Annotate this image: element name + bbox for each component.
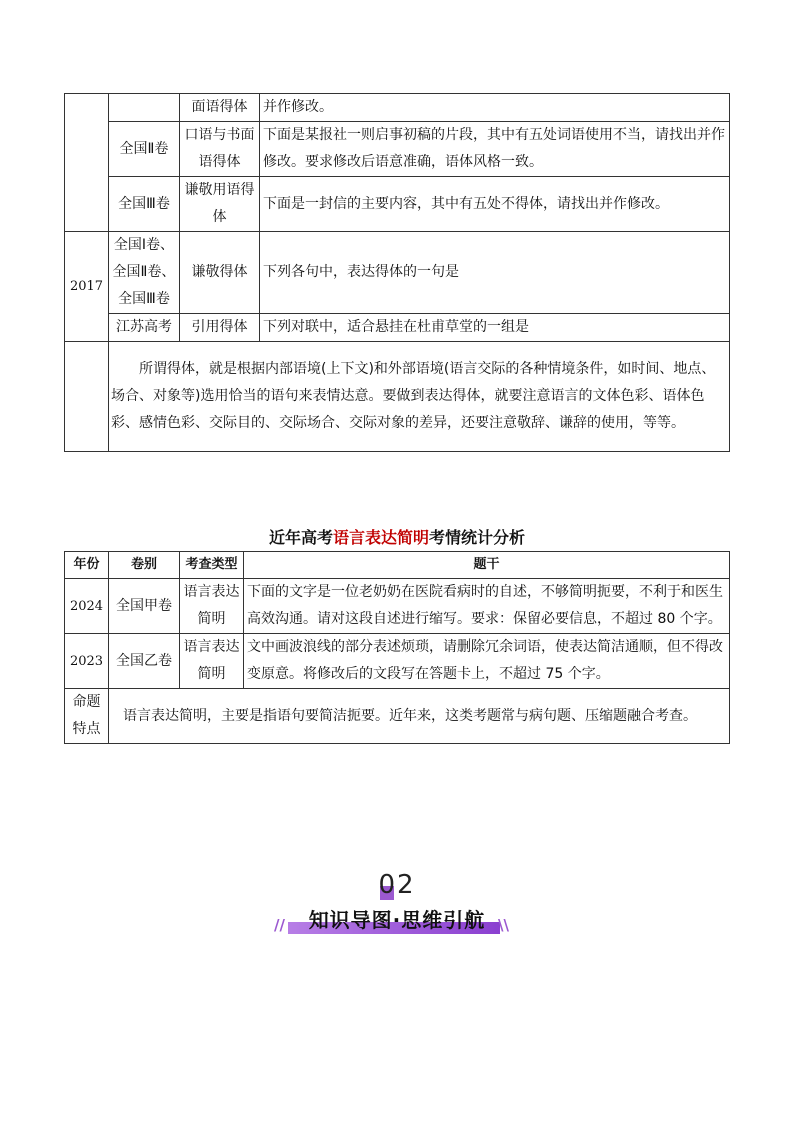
type-cell: 面语得体 bbox=[180, 94, 260, 122]
note-cell: 所谓得体，就是根据内部语境(上下文)和外部语境(语言交际的各种情境条件，如时间、地点、场合、对象等)选用恰当的语句来表情达意。要做到表达得体，就要注意语言的文体色彩、语体色彩、感情色彩、交际目的、交际场合、交际对象的差异，还要注意敬辞、谦辞的使用，等等。 bbox=[109, 342, 730, 452]
table-row bbox=[65, 232, 730, 314]
section-heading bbox=[0, 870, 794, 938]
table-row bbox=[65, 342, 730, 452]
column-header-year: 年份 bbox=[65, 552, 109, 579]
paper-cell: 全国Ⅰ卷、全国Ⅱ卷、全国Ⅲ卷 bbox=[109, 232, 180, 314]
stem-cell: 并作修改。 bbox=[260, 94, 730, 122]
paper-cell: 全国乙卷 bbox=[109, 634, 180, 689]
stem-cell: 下面的文字是一位老奶奶在医院看病时的自述，不够简明扼要，不利于和医生高效沟通。请对这段自述进行缩写。要求：保留必要信息，不超过 80 个字。 bbox=[244, 579, 730, 634]
title-suffix: 考情统计分析 bbox=[429, 528, 526, 547]
table-row bbox=[65, 579, 730, 634]
feature-label-cell: 命题特点 bbox=[65, 689, 109, 744]
exam-table-concise bbox=[64, 551, 730, 744]
exam-table-appropriateness bbox=[64, 93, 730, 452]
stem-cell: 下面是某报社一则启事初稿的片段，其中有五处词语使用不当，请找出并作修改。要求修改后语意准确，语体风格一致。 bbox=[260, 122, 730, 177]
paper-cell bbox=[109, 94, 180, 122]
title-prefix: 近年高考 bbox=[268, 528, 333, 547]
paper-cell: 全国Ⅱ卷 bbox=[109, 122, 180, 177]
section-title-block bbox=[0, 904, 794, 938]
section-number: 02 bbox=[378, 870, 416, 900]
column-header-type: 考查类型 bbox=[180, 552, 244, 579]
column-header-paper: 卷别 bbox=[109, 552, 180, 579]
year-cell: 2024 bbox=[65, 579, 109, 634]
stem-cell: 文中画波浪线的部分表述烦琐，请删除冗余词语，使表达简洁通顺，但不得改变原意。将修改后的文段写在答题卡上，不超过 75 个字。 bbox=[244, 634, 730, 689]
table-row bbox=[65, 634, 730, 689]
section-number-block bbox=[378, 870, 415, 904]
year-cell: 2017 bbox=[65, 232, 109, 342]
type-cell: 口语与书面语得体 bbox=[180, 122, 260, 177]
table-row bbox=[65, 314, 730, 342]
type-cell: 谦敬用语得体 bbox=[180, 177, 260, 232]
type-cell: 引用得体 bbox=[180, 314, 260, 342]
stem-cell: 下列各句中，表达得体的一句是 bbox=[260, 232, 730, 314]
paper-cell: 全国Ⅲ卷 bbox=[109, 177, 180, 232]
paper-cell: 江苏高考 bbox=[109, 314, 180, 342]
type-cell: 谦敬得体 bbox=[180, 232, 260, 314]
stem-cell: 下面是一封信的主要内容，其中有五处不得体，请找出并作修改。 bbox=[260, 177, 730, 232]
feature-text-cell: 语言表达简明，主要是指语句要简洁扼要。近年来，这类考题常与病句题、压缩题融合考查。 bbox=[109, 689, 730, 744]
table-row bbox=[65, 94, 730, 122]
table-row bbox=[65, 122, 730, 177]
slash-left-decoration: // bbox=[274, 916, 285, 934]
column-header-stem: 题干 bbox=[244, 552, 730, 579]
table-row bbox=[65, 177, 730, 232]
paper-cell: 全国甲卷 bbox=[109, 579, 180, 634]
year-cell: 2023 bbox=[65, 634, 109, 689]
type-cell: 语言表达简明 bbox=[180, 579, 244, 634]
label-cell bbox=[65, 342, 109, 452]
table-header-row bbox=[65, 552, 730, 579]
table-title bbox=[0, 525, 794, 548]
section-title: 知识导图·思维引航 bbox=[308, 908, 486, 932]
stem-cell: 下列对联中，适合悬挂在杜甫草堂的一组是 bbox=[260, 314, 730, 342]
year-cell bbox=[65, 94, 109, 232]
title-highlight: 语言表达简明 bbox=[332, 528, 429, 547]
table-row bbox=[65, 689, 730, 744]
type-cell: 语言表达简明 bbox=[180, 634, 244, 689]
slash-right-decoration: \\ bbox=[498, 916, 509, 934]
